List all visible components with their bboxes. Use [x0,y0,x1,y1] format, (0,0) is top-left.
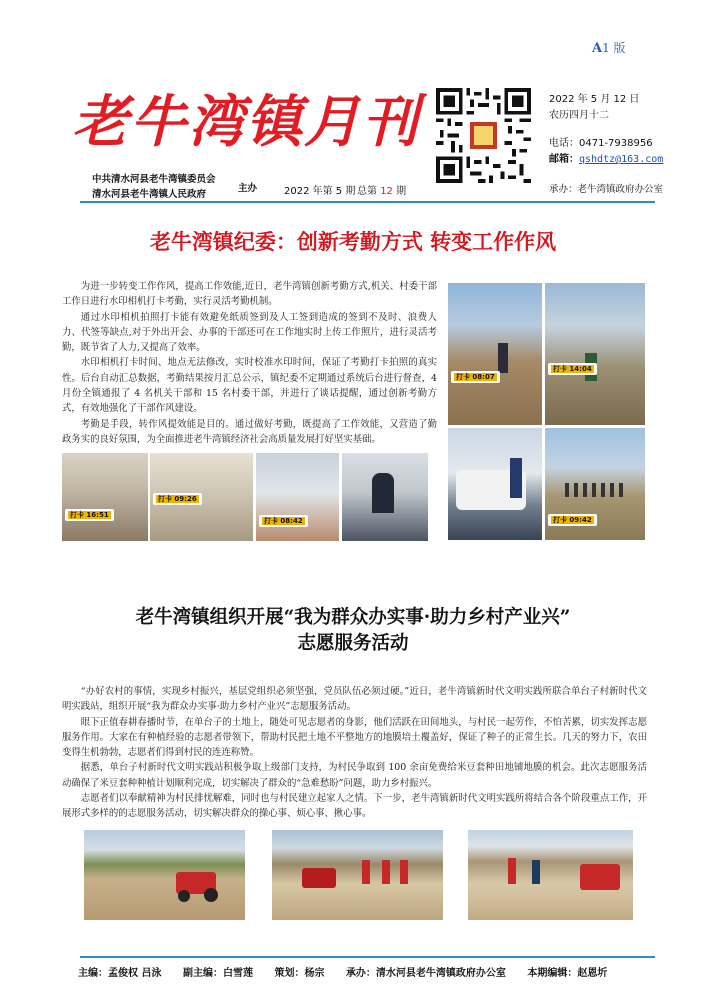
phone-number: 0471-7938956 [579,138,653,149]
tractor-shape [580,864,620,890]
photo-police-car [448,428,542,540]
organizer-label: 承办：老牛湾镇政府办公室 [549,184,664,195]
article1-paragraph: 水印相机打卡时间、地点无法修改，实时校准水印时间，保证了考勤打卡拍照的真实性。后台自动汇总数据，考勤结果按月汇总公示，镇纪委不定期通过系统后台进行督查，4 月份全镇通报了 4 名机关干部和 15 名村委干部，并进行了谈话提醒，通过创新考勤方式，有效地强化了干部作风建设。 [62,357,437,415]
photo-village-square [448,283,542,425]
article2-paragraph: 志愿者们以奉献精神为村民排忧解难，同时也与村民建立起家人之情。下一步，老牛湾镇新时代文明实践所将结合各个阶段重点工作，开展形式多样的的志愿服务活动，切实解决群众的操心事、烦心事、揪心事。 [62,793,647,820]
footer-divider [80,956,655,958]
photo-selfie [256,453,339,541]
footer-editor-in-chief: 主编：孟俊权 吕泳 [78,968,162,979]
person-figure [372,473,394,513]
article2-title-line2: 志愿服务活动 [297,633,409,654]
person-figure [532,860,540,884]
watermark-stamp: 打卡 14:04 [548,363,597,375]
footer-planner: 策划：杨宗 [274,968,325,979]
person-figure [498,343,508,373]
photo-fields [545,283,645,425]
sponsor-org-2: 清水河县老牛湾镇人民政府 [92,189,207,200]
article1-paragraph: 通过水印相机拍照打卡能有效避免纸质签到及人工签到造成的签到不及时、浪费人力、代签等缺点,对于外出开会、办事的干部还可在工作地实时上传工作照片，进行灵活考勤，既节省了人力,又提高了效率。 [62,311,437,354]
date-gregorian: 2022 年 5 月 12 日 [549,94,640,105]
footer-credits [78,964,625,979]
email-line [549,150,663,165]
article2-body [62,684,647,822]
phone-line [549,134,653,149]
tractor-shape [302,868,336,888]
article2-paragraph: 据悉，单台子村新时代文明实践站积极争取上级部门支持，为村民争取到 100 余亩免费给米豆套种田地铺地膜的机会。此次志愿服务活动确保了米豆套种种植计划顺利完成，切实解决了群众的“急难愁盼”问题，助力乡村振兴。 [62,762,647,789]
photo-farmland-crowd [545,428,645,540]
header-divider [80,201,655,203]
issue-number: 2022 年第 5 期 [284,186,356,197]
photo-tractor-field-2 [468,830,633,920]
sponsor-label: 主办 [238,183,258,194]
person-figure [400,860,408,884]
edition-label [592,39,626,56]
watermark-stamp: 打卡 08:07 [451,371,500,383]
article2-paragraph: 眼下正值春耕春播时节，在单台子的土地上，随处可见志愿者的身影，他们活跃在田间地头，与村民一起劳作，不怕苦累，切实发挥志愿服务作用。大家在有种植经验的志愿者带领下，帮助村民把土地不平整地方的地膜培土覆盖好，保证了种子的正常生长。几天的努力下，农田变得生机勃勃，志愿者们得到村民的连连称赞。 [62,716,647,759]
crowd-shape [565,483,625,497]
article1-paragraph: 为进一步转变工作作风，提高工作效能,近日，老牛湾镇创新考勤方式,机关、村委干部工作日进行水印相机打卡考勤，实行灵活考勤机制。 [62,281,437,308]
email-label: 邮箱： [549,154,579,165]
masthead-title: 老牛湾镇月刊 [72,89,420,155]
article2-title-line1: 老牛湾镇组织开展“我为群众办实事·助力乡村产业兴” [135,607,571,628]
photo-office-1 [62,453,148,541]
date-lunar: 农历四月十二 [549,110,609,121]
person-figure [382,860,390,884]
person-figure [510,458,522,498]
watermark-stamp: 打卡 16:51 [65,509,114,521]
wheel-shape [204,888,218,902]
photo-volunteers-field [272,830,443,920]
person-figure [508,858,516,884]
qr-code-icon [436,88,531,183]
phone-label: 电话： [549,138,579,149]
issue-total-prefix: 总第 [357,186,381,197]
watermark-stamp: 打卡 09:42 [548,514,597,526]
sponsor-org-1: 中共清水河县老牛湾镇委员会 [92,174,216,185]
article2-paragraph: “办好农村的事情，实现乡村振兴，基层党组织必须坚强，党员队伍必须过硬。”近日，老牛湾镇新时代文明实践所联合单台子村新时代文明实践站，组织开展“我为群众办实事·助力乡村产业兴”志愿服务活动。 [62,686,647,713]
footer-deputy-editor: 副主编：白雪莲 [182,968,253,979]
person-figure [362,860,370,884]
photo-office-2 [150,453,253,541]
issue-total [357,182,406,197]
watermark-stamp: 打卡 09:26 [153,493,202,505]
issue-total-number: 12 [380,186,393,197]
wheel-shape [178,890,190,902]
email-link[interactable]: qshdtz@163.com [579,154,664,165]
edition-suffix: 1 版 [602,41,626,55]
article1-title: 老牛湾镇纪委：创新考勤方式 转变工作作风 [149,229,557,254]
photo-tractor-field-1 [84,830,245,920]
photo-office-3 [342,453,428,541]
footer-issue-editor: 本期编辑：赵恩圻 [527,968,608,979]
watermark-stamp: 打卡 08:42 [259,515,308,527]
article1-body [62,279,437,447]
issue-total-suffix: 期 [392,186,407,197]
article1-paragraph: 考勤是手段，转作风提效能是目的。通过做好考勤，既提高了工作效能，又营造了勤政务实的良好氛围，为全面推进老牛湾镇经济社会高质量发展打好坚实基础。 [62,418,437,445]
footer-organizer: 承办：清水河县老牛湾镇政府办公室 [345,968,506,979]
edition-letter: A [592,41,603,56]
